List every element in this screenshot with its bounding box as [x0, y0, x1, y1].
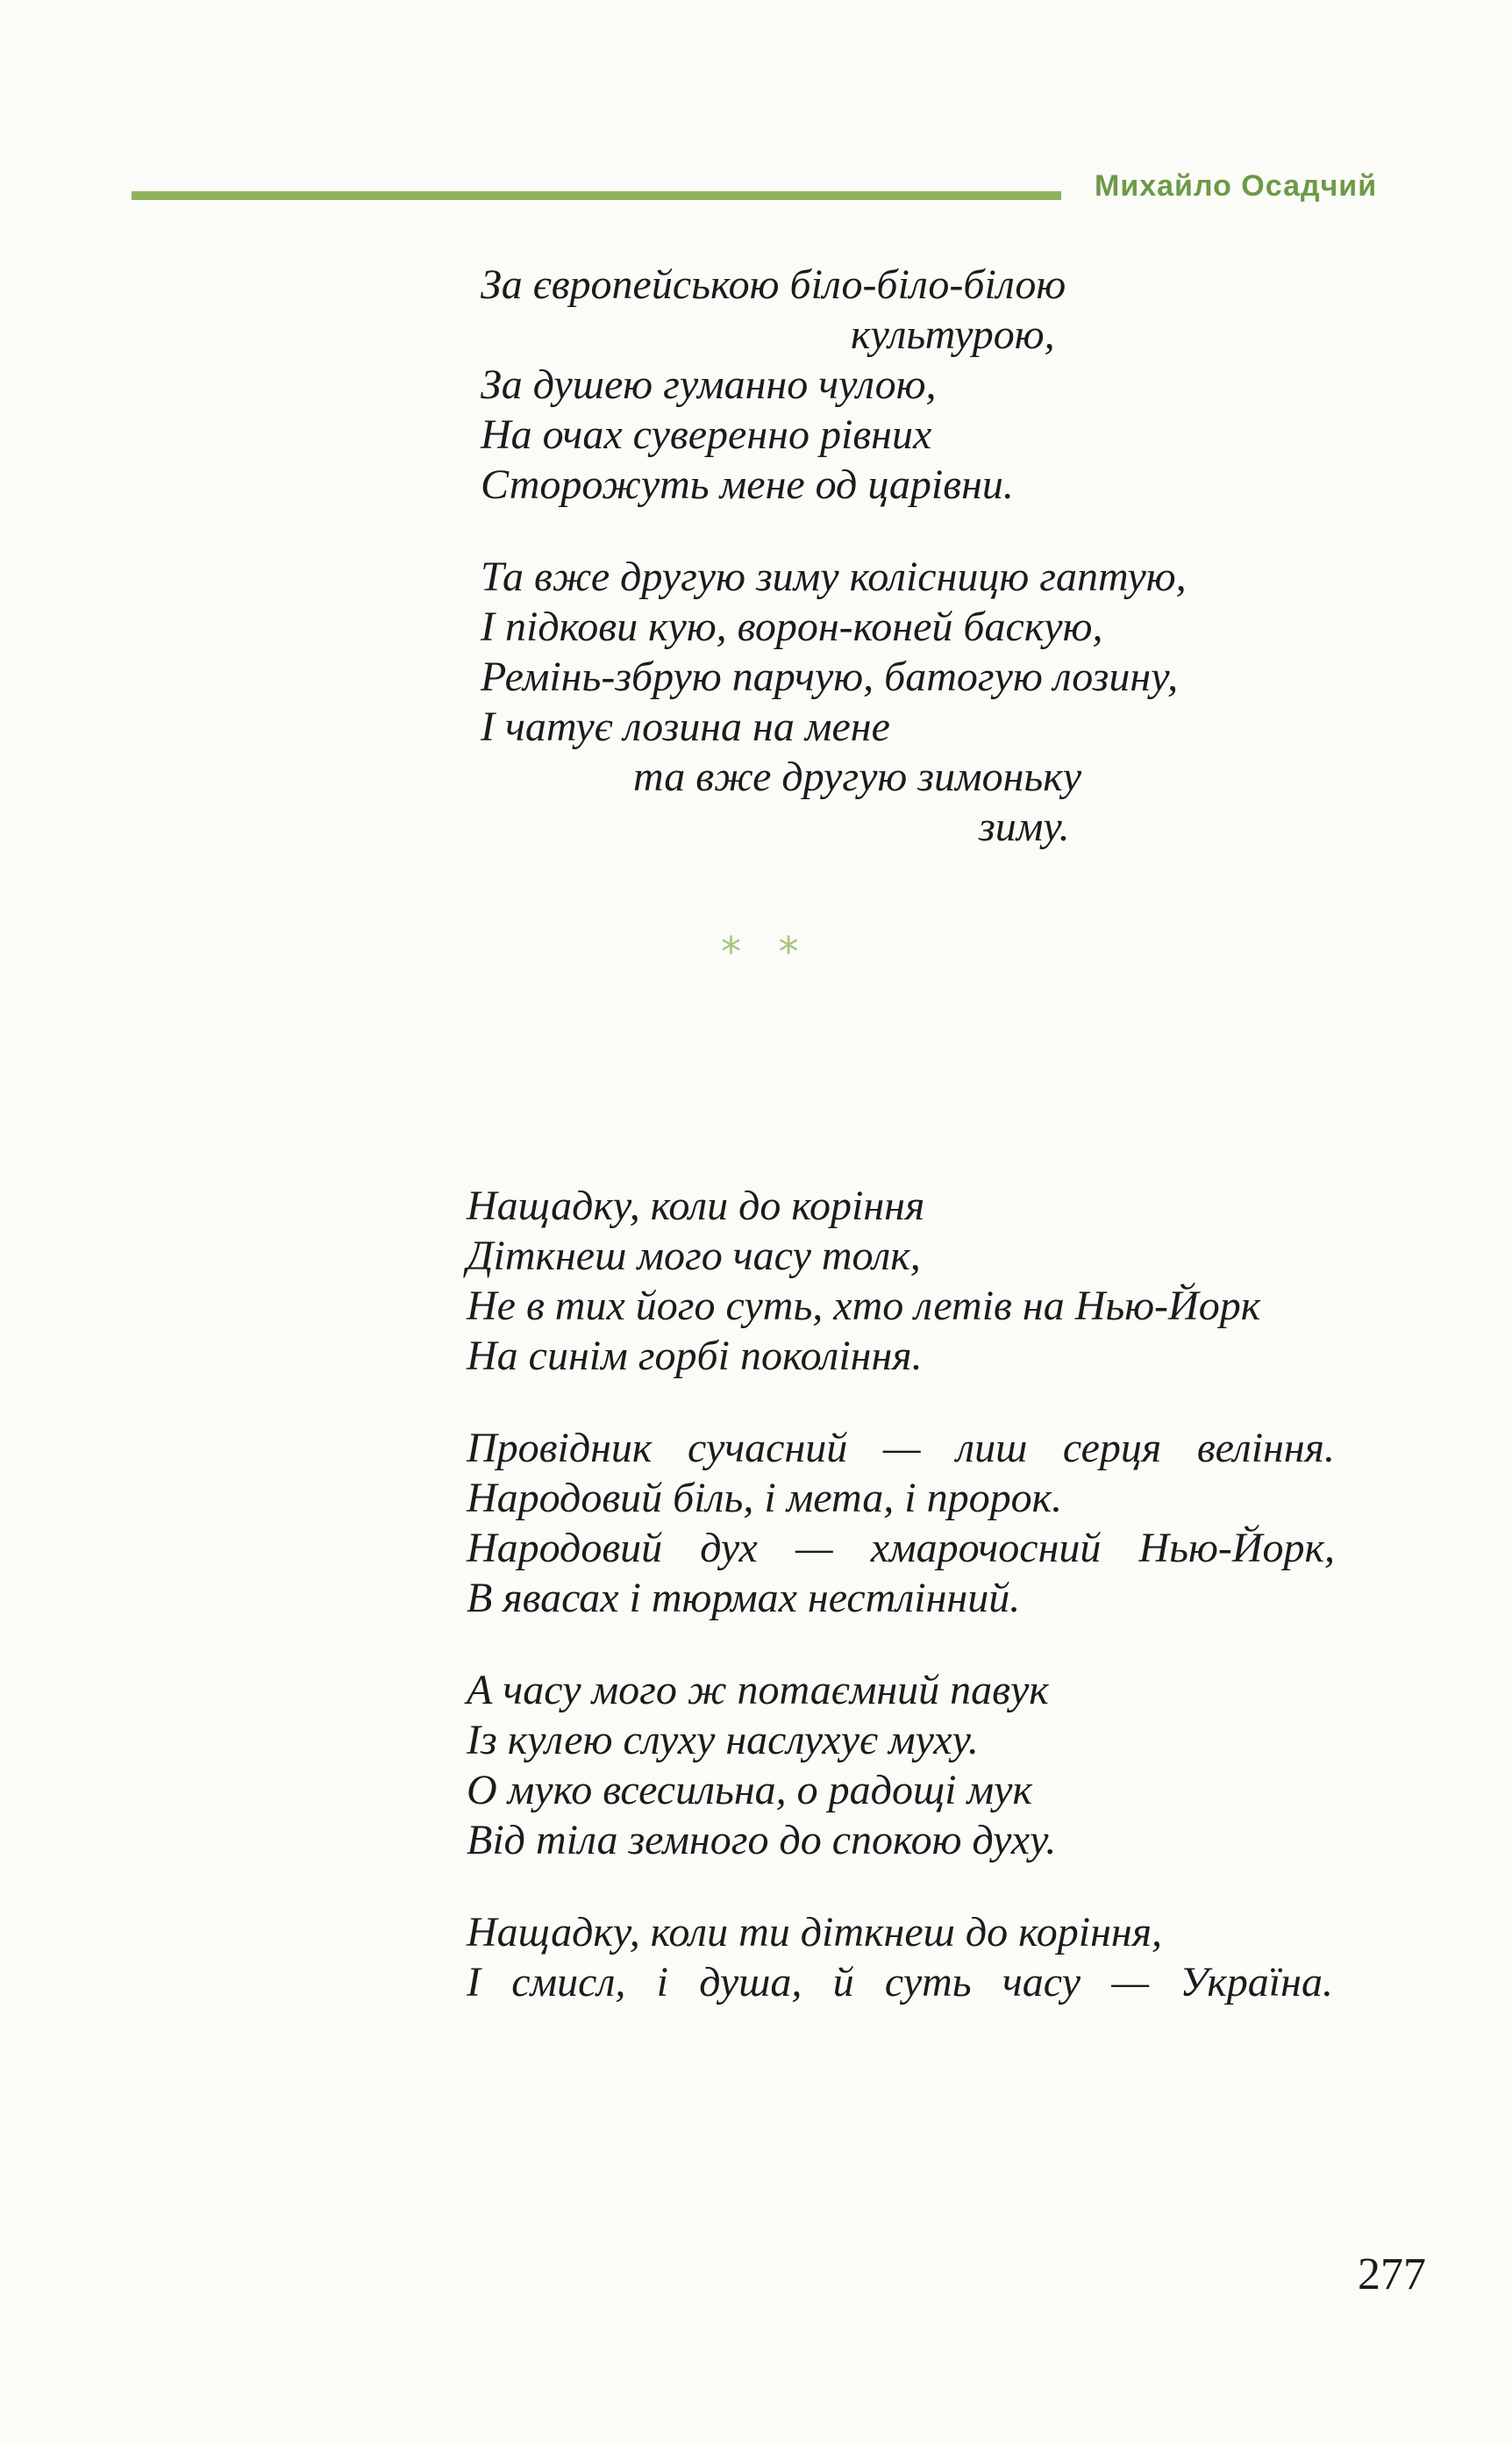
- page-number: 277: [1358, 2249, 1426, 2299]
- poem-word: серця: [1062, 1425, 1162, 1471]
- poem-line: культурою,: [851, 311, 1055, 358]
- poem-line: Нащадку, коли до коріння: [467, 1183, 925, 1229]
- poem-word: суть: [884, 1959, 972, 2005]
- poem-word: часу: [1002, 1959, 1081, 2005]
- poem-word: дух: [700, 1525, 758, 1571]
- poem-line: Народовий біль, і мета, і пророк.: [467, 1475, 1063, 1521]
- poem-line: Діткнеш мого часу толк,: [467, 1233, 921, 1279]
- author-name: Михайло Осадчий: [1095, 169, 1378, 203]
- poem-word: сучасний: [687, 1425, 848, 1471]
- poem-line: Із кулею слуху наслухує муху.: [467, 1717, 979, 1763]
- poem-line-justified: [467, 1957, 1333, 2007]
- header-rule: [132, 191, 1061, 200]
- poem-word: —: [795, 1525, 833, 1571]
- poem-line: Та вже другую зиму колісницю гаптую,: [481, 554, 1187, 600]
- poem-word: хмарочосний: [870, 1525, 1102, 1571]
- poem-line: За душею гуманно чулою,: [481, 361, 937, 408]
- poem-word: Україна.: [1180, 1959, 1333, 2005]
- poem-word: Провідник: [467, 1425, 653, 1471]
- poem-line: В явасах і тюрмах нестлінний.: [467, 1575, 1021, 1621]
- poem-word: й: [832, 1959, 854, 2005]
- poem-word: веління.: [1196, 1425, 1335, 1471]
- poem-word: лиш: [956, 1425, 1028, 1471]
- poem-word: Народовий: [467, 1525, 663, 1571]
- poem-word: смисл,: [511, 1959, 626, 2005]
- poem-line: Нащадку, коли ти діткнеш до коріння,: [467, 1909, 1163, 1955]
- poem-line: Не в тих його суть, хто летів на Нью-Йорк: [467, 1283, 1261, 1329]
- poem-word: і: [656, 1959, 668, 2005]
- poem-line: На очах суверенно рівних: [481, 411, 932, 458]
- poem-word: І: [467, 1959, 481, 2005]
- poem-line: А часу мого ж потаємний павук: [467, 1667, 1049, 1713]
- poem-line: Від тіла земного до спокою духу.: [467, 1817, 1057, 1863]
- poem-line: І підкови кую, ворон-коней баскую,: [481, 604, 1103, 650]
- poem-word: —: [882, 1425, 921, 1471]
- poem-line: зиму.: [979, 804, 1070, 850]
- poem-word: Нью-Йорк,: [1138, 1525, 1335, 1571]
- poem-line: Ремінь-збрую парчую, батогую лозину,: [481, 654, 1179, 700]
- poem-two: [467, 1181, 1335, 2007]
- stanza-gap: [467, 1865, 1335, 1907]
- poem-line: Сторожуть мене од царівни.: [481, 461, 1014, 508]
- section-divider: * *: [721, 928, 811, 976]
- stanza-gap: [481, 510, 1187, 552]
- stanza-gap: [467, 1381, 1335, 1423]
- poem-word: душа,: [699, 1959, 802, 2005]
- poem-line-justified: [467, 1523, 1335, 1573]
- poem-line: О муко всесильна, о радощі мук: [467, 1767, 1032, 1813]
- poem-line: На синім горбі покоління.: [467, 1333, 923, 1379]
- poem-line-justified: [467, 1423, 1335, 1473]
- poem-one: [481, 260, 1187, 852]
- poem-word: —: [1111, 1959, 1149, 2005]
- poem-line: І чатує лозина на мене: [481, 704, 890, 750]
- poem-line: та вже другую зимоньку: [633, 754, 1082, 800]
- poem-line: За європейською біло-біло-білою: [481, 261, 1066, 308]
- stanza-gap: [467, 1623, 1335, 1665]
